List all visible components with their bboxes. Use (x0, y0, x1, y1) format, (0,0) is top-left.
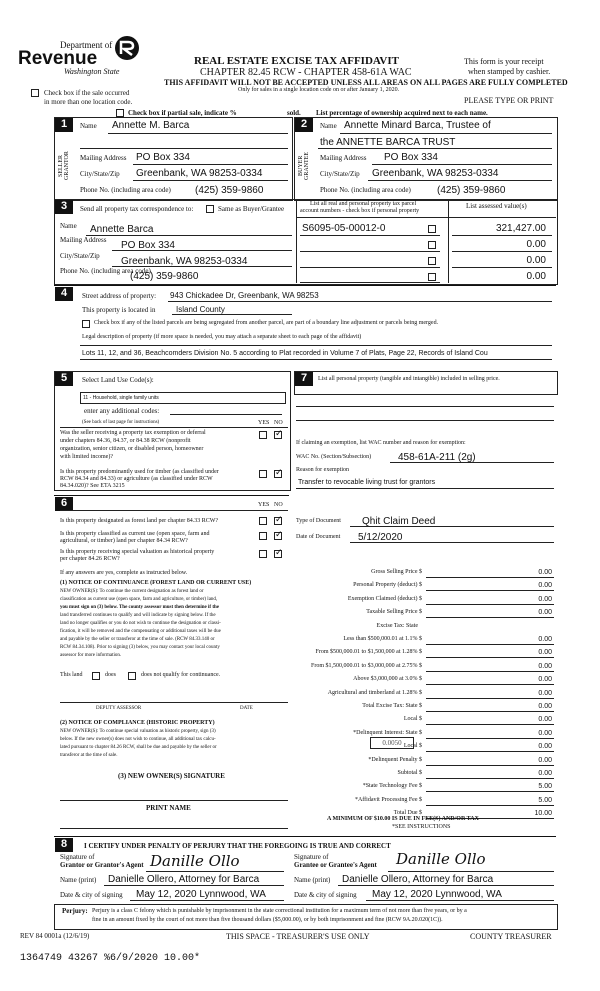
sold-label: sold. (287, 109, 301, 117)
seller-name-label: Name (80, 122, 97, 130)
q-current-use-2: agricultural, or timber) land per chapter 84.34 RCW? (60, 538, 188, 544)
timber-no-checkbox[interactable] (274, 470, 282, 478)
grantor-print-name: Danielle Ollero, Attorney for Barca (108, 874, 260, 885)
section-7-number: 7 (295, 372, 313, 386)
tax-row-value: 0.00 (538, 716, 552, 723)
forest-yes-checkbox[interactable] (259, 517, 267, 525)
exemption-no-checkbox[interactable] (274, 431, 282, 439)
buyer-phone-label: Phone No. (including area code) (320, 186, 411, 194)
buyer-name-1: Annette Minard Barca, Trustee of (344, 120, 491, 131)
tax-row-value: 0.00 (538, 770, 552, 777)
tax-row-label: *Delinquent Interest: State $ (353, 730, 422, 736)
wac-number: 458-61A-211 (2g) (398, 452, 476, 463)
tax-row-value: 0.00 (538, 743, 552, 750)
grantee-sig-label-1: Signature of (294, 853, 329, 861)
grantee-date-city: May 12, 2020 Lynnwood, WA (372, 889, 502, 900)
tax-row-label: From $1,500,000.01 to $3,000,000 at 2.75% $ (311, 663, 422, 669)
q-forest: Is this property designated as forest land per chapter 84.33 RCW? (60, 518, 219, 524)
tax-row-line (426, 791, 554, 792)
certify-label: I CERTIFY UNDER PENALTY OF PERJURY THAT THE FOREGOING IS TRUE AND CORRECT (84, 842, 391, 850)
section-6-bar (54, 495, 289, 496)
tax-row-value: 0.00 (538, 690, 552, 697)
located-label: This property is located in (82, 306, 156, 314)
wac-line (390, 462, 554, 463)
personal-line-2 (296, 420, 554, 421)
additional-codes-line (170, 414, 282, 415)
tax-row-label: Total Due $ (393, 810, 422, 816)
tax-row-value: 0.00 (538, 663, 552, 670)
tax-row-label: Total Excise Tax: State $ (362, 703, 422, 709)
print-name-line (60, 828, 288, 829)
chapter-line: CHAPTER 82.45 RCW - CHAPTER 458-61A WAC (200, 67, 412, 78)
street-line (168, 301, 552, 302)
tax-row-value: 0.00 (538, 676, 552, 683)
notice-compliance-line-4: transferor at the time of sale. (60, 753, 118, 758)
see-back-label: (See back of last page for instructions) (82, 420, 160, 425)
section-8-number: 8 (55, 838, 73, 852)
if-yes-label: If any answers are yes, complete as instructed below. (60, 570, 188, 576)
tax-row-label: *Delinquent Penalty $ (368, 757, 422, 763)
buyer-city-label: City/State/Zip (320, 170, 360, 178)
sec3-city: Greenbank, WA 98253-0334 (121, 256, 248, 267)
street-address: 943 Chickadee Dr, Greenbank, WA 98253 (170, 291, 319, 300)
revenue-logo-icon (112, 34, 142, 62)
tax-row-line (426, 738, 554, 739)
section-2-number: 2 (295, 118, 313, 132)
tax-row-line (426, 751, 554, 752)
notice-compliance-line-1: NEW OWNER(S): To continue special valuation as historic property, sign (3) (60, 729, 216, 734)
reason-label: Reason for exemption (296, 467, 349, 473)
seller-mail-label: Mailing Address (80, 154, 127, 162)
county-treasurer-label: COUNTY TREASURER (470, 932, 552, 941)
notice-continuance-line-7: and payable by the seller or transferor at the time of sale. (RCW 84.33.140 or (60, 637, 215, 642)
notice-continuance-line-3: you must sign on (3) below. The county assessor must then determine if the (60, 605, 219, 610)
buyer-city: Greenbank, WA 98253-0334 (372, 168, 499, 179)
sec3-mail: PO Box 334 (121, 240, 175, 251)
seller-phone: (425) 359-9860 (195, 185, 264, 196)
tax-row-line (426, 604, 554, 605)
q-exemption-4: with limited income)? (60, 454, 113, 460)
grantor-signature: Danille Ollo (150, 852, 240, 870)
parcel-line-1 (300, 235, 440, 236)
seller-name-line (108, 133, 288, 134)
seller-mail-line (133, 164, 288, 165)
buyer-name-label: Name (320, 122, 337, 130)
seller-city-line (133, 180, 288, 181)
county-line (172, 314, 292, 315)
tax-row-value: 5.00 (538, 797, 552, 804)
section-8-bar (54, 836, 556, 837)
see-instructions-label: *SEE INSTRUCTIONS (392, 824, 451, 830)
land-use-label: Select Land Use Code(s): (82, 376, 154, 384)
send-correspondence-label: Send all property tax correspondence to: (80, 205, 194, 213)
forest-no-checkbox[interactable] (274, 517, 282, 525)
timber-yes-checkbox[interactable] (259, 470, 267, 478)
assessed-value-4: 0.00 (526, 271, 546, 282)
tax-row-value: 0.00 (538, 596, 552, 603)
tax-row-line (426, 805, 554, 806)
grantor-sig-label-2: Grantor or Grantor's Agent (60, 861, 144, 869)
multi-location-checkbox[interactable] (31, 89, 39, 97)
grantee-date-line (366, 900, 554, 901)
tax-row-line (426, 778, 554, 779)
grantor-date-label: Date & city of signing (60, 891, 123, 899)
section-4-bar (54, 285, 556, 286)
sec3-mail-label: Mailing Address (60, 236, 107, 244)
sec6-row-line (60, 510, 288, 511)
q-historic-1: Is this property receiving special valuation as historical property (60, 549, 215, 555)
same-as-buyer-label: Same as Buyer/Grantee (218, 205, 285, 213)
new-owner-sig-line (60, 800, 288, 801)
parcel-line-2 (300, 251, 440, 252)
tax-row-value: 0.00 (538, 582, 552, 589)
sec3-mail-line (112, 250, 292, 251)
assessed-value-1: 321,427.00 (495, 223, 546, 234)
tax-row-line (426, 657, 554, 658)
does-checkbox[interactable] (92, 672, 100, 680)
sec6-no: NO (274, 502, 283, 508)
grantor-sig-label-1: Signature of (60, 853, 95, 861)
sec6-yes: YES (258, 502, 270, 508)
notice-continuance-line-4: land transferred continues to qualify and will indicate by signing below. If the (60, 613, 216, 618)
sec3-phone-label: Phone No. (including area code) (60, 267, 151, 275)
print-name-label: PRINT NAME (146, 804, 191, 812)
tax-row-line (426, 684, 554, 685)
tax-row-value: 0.00 (538, 757, 552, 764)
assessed-line-3 (452, 267, 552, 268)
segregated-checkbox[interactable] (82, 320, 90, 328)
sec3-phone: (425) 359-9860 (130, 271, 199, 282)
section-1-number: 1 (55, 118, 73, 132)
washington-state-label: Washington State (64, 67, 120, 76)
rev-number: REV 84 0001a (12/6/19) (20, 932, 90, 940)
grantor-name-label: Name (print) (60, 876, 97, 884)
tax-row-line (426, 590, 554, 591)
warning-line: THIS AFFIDAVIT WILL NOT BE ACCEPTED UNLESS ALL AREAS ON ALL PAGES ARE FULLY COMPLETED (164, 78, 568, 87)
sec3-name: Annette Barca (90, 224, 154, 235)
tax-row-value: 0.00 (538, 609, 552, 616)
tax-row-value: 0.00 (538, 636, 552, 643)
sec5-yes: YES (258, 420, 270, 426)
grantor-sig-line (146, 871, 284, 872)
buyer-mail: PO Box 334 (384, 152, 438, 163)
doc-date-value: 5/12/2020 (358, 532, 403, 543)
notice-continuance-line-6: fication, it will be removed and the compensating or additional taxes will be due (60, 629, 221, 634)
parcel-line-4 (300, 282, 440, 283)
tax-row-line (426, 644, 554, 645)
notice-continuance-line-8: RCW 84.34.108). Prior to signing (3) below, you may contact your local county (60, 645, 220, 650)
doc-date-line (350, 542, 554, 543)
tax-row-line (426, 765, 554, 766)
this-land-label: This land (60, 672, 83, 678)
notice-compliance-line-2: below. If the new owner(s) does not wish to continue, all additional tax calcu- (60, 737, 216, 742)
form-title: REAL ESTATE EXCISE TAX AFFIDAVIT (194, 55, 399, 67)
tax-row-line (426, 671, 554, 672)
assessed-line-2 (452, 251, 552, 252)
minimum-due-label: A MINIMUM OF $10.00 IS DUE IN FEE(S) AND/OR TAX (327, 816, 479, 822)
doc-type-line (350, 526, 554, 527)
tax-row-value: 0.00 (538, 703, 552, 710)
section-3-divider-1 (296, 199, 297, 283)
doc-type-label: Type of Document (296, 518, 341, 524)
tax-row-label: Excise Tax: State (376, 623, 418, 629)
parcel-header-2: account numbers - check box if personal property (300, 208, 420, 214)
grantor-name-line (104, 885, 284, 886)
deputy-assessor-label: DEPUTY ASSESSOR (96, 706, 142, 711)
county-name: Island County (176, 305, 225, 314)
tax-row-label: Exemption Claimed (deduct) $ (347, 596, 422, 602)
does-not-checkbox[interactable] (128, 672, 136, 680)
notice-continuance-line-2: classification as current use (open space, farm and agriculture, or timber) land, (60, 597, 218, 602)
additional-codes-label: enter any additional codes: (84, 407, 160, 415)
section-7-box (294, 371, 558, 395)
section-3-number: 3 (55, 200, 73, 214)
tax-row-label: From $500,000.01 to $1,500,000 at 1.28% $ (315, 649, 422, 655)
tax-row-label: Subtotal $ (397, 770, 422, 776)
q-exemption-2: under chapters 84.36, 84.37, or 84.38 RCW (nonprofit (60, 438, 191, 444)
sec3-name-label: Name (60, 222, 77, 230)
perjury-label: Perjury: (62, 907, 88, 915)
q-historic-2: per chapter 84.26 RCW? (60, 556, 120, 562)
seller-city: Greenbank, WA 98253-0334 (136, 168, 263, 179)
land-use-select[interactable]: 11 - Household, single family units (80, 392, 286, 404)
seller-city-label: City/State/Zip (80, 170, 120, 178)
legal-line-1 (80, 345, 552, 346)
section-4-number: 4 (55, 287, 73, 301)
q-current-use-1: Is this property classified as current use (open space, farm and (60, 531, 210, 537)
tax-row-label: Taxable Selling Price $ (366, 609, 422, 615)
grantee-print-name: Danielle Ollero, Attorney for Barca (342, 874, 494, 885)
tax-row-line (426, 711, 554, 712)
legal-description: Lots 11, 12, and 36, Beachcomders Division No. 5 according to Plat recorded in Volume 7 of Plats, Page 22, Records of Island Cou (82, 350, 488, 357)
section-6-number: 6 (55, 497, 73, 511)
exemption-yes-checkbox[interactable] (259, 431, 267, 439)
personal-property-checkbox-4[interactable] (428, 273, 436, 281)
sec5-row-line (60, 427, 288, 428)
assessed-line-1 (452, 235, 552, 236)
sec3-name-line (86, 235, 292, 236)
parcel-number-1: S6095-05-00012-0 (302, 223, 386, 234)
tax-row-label: *Affidavit Processing Fee $ (354, 797, 422, 803)
reason-line (296, 488, 554, 489)
notice-continuance-title: (1) NOTICE OF CONTINUANCE (FOREST LAND OR CURRENT USE) (60, 580, 252, 586)
tax-row-label: Above $3,000,000 at 3.0% $ (353, 676, 422, 682)
grantee-name-label: Name (print) (294, 876, 331, 884)
notice-compliance-title: (2) NOTICE OF COMPLIANCE (HISTORIC PROPERTY) (60, 720, 215, 726)
seller-side-label: SELLER GRANTOR (58, 151, 70, 181)
local-rate-box: 0.0050 (370, 737, 414, 749)
multi-location-label-2: in more than one location code. (44, 98, 133, 106)
partial-sale-label: Check box if partial sale, indicate % (128, 109, 237, 117)
buyer-name-line (340, 133, 552, 134)
personal-property-checkbox-1[interactable] (428, 225, 436, 233)
tax-row-line (426, 724, 554, 725)
tax-row-value: 5.00 (538, 783, 552, 790)
segregated-label: Check box if any of the listed parcels are being segregated from another parcel, are part of a boundary line adjustment or parcels being merged. (94, 320, 439, 326)
personal-property-checkbox-3[interactable] (428, 257, 436, 265)
type-or-print: PLEASE TYPE OR PRINT (464, 96, 554, 105)
buyer-mail-label: Mailing Address (320, 154, 367, 162)
personal-property-checkbox-2[interactable] (428, 241, 436, 249)
notice-continuance-line-9: assessor for more information. (60, 653, 122, 658)
tax-row-value: 0.00 (538, 730, 552, 737)
street-label: Street address of property: (82, 292, 157, 300)
tax-row-label: Local $ (403, 716, 422, 722)
buyer-phone: (425) 359-9860 (437, 185, 506, 196)
tax-row-value: 0.00 (538, 649, 552, 656)
q-timber-1: Is this property predominantly used for timber (as classified under (60, 469, 219, 475)
parcel-header-1: List all real and personal property tax parcel (310, 201, 417, 207)
q-timber-3: 84.34.020)? See ETA 3215 (60, 483, 125, 489)
tax-row-label: Agricultural and timberland at 1.28% $ (327, 690, 422, 696)
section-3-divider-2 (448, 199, 449, 283)
buyer-name2-line (318, 148, 552, 149)
doc-type-value: Qhit Claim Deed (362, 516, 436, 527)
date-label: DATE (240, 706, 253, 711)
receipt-line-2: when stamped by cashier. (468, 67, 551, 76)
grantee-sig-label-2: Grantee or Grantee's Agent (294, 861, 377, 869)
current-use-no-checkbox[interactable] (274, 532, 282, 540)
tax-row-line (426, 617, 554, 618)
reason-value: Transfer to revocable living trust for grantors (298, 479, 436, 486)
historic-no-checkbox[interactable] (274, 550, 282, 558)
does-label: does (105, 672, 116, 678)
q-exemption-3: organization, senior citizen, or disabled person, homeowner (60, 446, 204, 452)
tax-row-value: 0.00 (538, 569, 552, 576)
deputy-assessor-line (60, 702, 288, 703)
tax-row-line (426, 577, 554, 578)
legal-label: Legal description of property (if more space is needed, you may attach a separate sheet to each page of the affidavit) (82, 334, 362, 340)
seller-blank-line (80, 148, 288, 149)
grantee-sig-line (388, 871, 554, 872)
q-exemption-1: Was the seller receiving a property tax exemption or deferral (60, 430, 206, 436)
section-3-header-line (296, 217, 556, 218)
dept-label: Department of (60, 40, 113, 50)
parcel-line-3 (300, 267, 440, 268)
buyer-name-2: the ANNETTE BARCA TRUST (320, 137, 456, 148)
treasurer-stamp: 1364749 43267 %6/9/2020 10.00* (20, 953, 201, 964)
grantee-signature: Danille Ollo (396, 850, 486, 868)
grantee-name-line (338, 885, 554, 886)
multi-location-label-1: Check box if the sale occurred (44, 89, 130, 97)
seller-mail: PO Box 334 (136, 152, 190, 163)
legal-line-2 (80, 359, 552, 360)
tax-row-label: Local $ (403, 743, 422, 749)
revenue-wordmark: Revenue (18, 48, 98, 69)
assessed-header: List assessed value(s) (466, 202, 527, 210)
sec5-no: NO (274, 420, 283, 426)
assessed-value-3: 0.00 (526, 255, 546, 266)
wac-label: WAC No. (Section/Subsection) (296, 454, 372, 460)
partial-sale-checkbox[interactable] (116, 109, 124, 117)
assessed-value-2: 0.00 (526, 239, 546, 250)
grantor-date-city: May 12, 2020 Lynnwood, WA (136, 889, 266, 900)
buyer-side-label: BUYER GRANTEE (298, 152, 310, 180)
historic-yes-checkbox[interactable] (259, 550, 267, 558)
personal-line-1 (296, 406, 554, 407)
grantee-date-label: Date & city of signing (294, 891, 357, 899)
perjury-text-1: Perjury is a class C felony which is punishable by imprisonment in the state correctional institution for a maximum term of not more than five years, or by a (92, 908, 467, 914)
perjury-text-2: fine in an amount fixed by the court of not more than five thousand dollars ($5,000.00), or by both imprisonment and fine (RCW 9A.20.020(1C)). (92, 917, 443, 923)
tax-row-label: Less than $500,000.01 at 1.1% $ (343, 636, 422, 642)
seller-phone-label: Phone No. (including area code) (80, 186, 171, 194)
ownership-label: List percentage of ownership acquired next to each name. (316, 109, 488, 117)
q-timber-2: RCW 84.34 and 84.33) or agriculture (as classified under RCW (60, 476, 213, 482)
tax-row-label: Gross Selling Price $ (371, 569, 422, 575)
same-as-buyer-checkbox[interactable] (206, 205, 214, 213)
notice-continuance-line-1: NEW OWNER(S): To continue the current designation as forest land or (60, 589, 204, 594)
grantor-date-line (130, 900, 284, 901)
tax-row-value: 10.00 (534, 810, 552, 817)
tax-row-label: *State Technology Fee $ (362, 783, 422, 789)
treasurer-use-label: THIS SPACE - TREASURER'S USE ONLY (226, 932, 370, 941)
receipt-line-1: This form is your receipt (464, 57, 544, 66)
tax-row-label: Personal Property (deduct) $ (353, 582, 422, 588)
buyer-mail-line (372, 164, 552, 165)
notice-compliance-line-3: lated pursuant to chapter 84.26 RCW, shall be due and payable by the seller or (60, 745, 217, 750)
only-for-line: Only for sales in a single location code on or after January 1, 2020. (238, 87, 400, 93)
tax-row-line (426, 698, 554, 699)
does-not-label: does not qualify for continuance. (141, 672, 221, 678)
new-owner-signature-label: (3) NEW OWNER(S) SIGNATURE (118, 772, 225, 780)
claim-exemption-label: If claiming an exemption, list WAC number and reason for exemption: (296, 440, 466, 446)
notice-continuance-line-5: land no longer qualifies or you do not wish to continue the designation or classi- (60, 621, 221, 626)
section-5-number: 5 (55, 372, 73, 386)
current-use-yes-checkbox[interactable] (259, 532, 267, 540)
seller-name: Annette M. Barca (112, 120, 190, 131)
personal-property-label: List all personal property (tangible and intangible) included in selling price. (318, 376, 500, 382)
buyer-city-line (368, 180, 552, 181)
doc-date-label: Date of Document (296, 534, 341, 540)
sec3-city-label: City/State/Zip (60, 252, 100, 260)
